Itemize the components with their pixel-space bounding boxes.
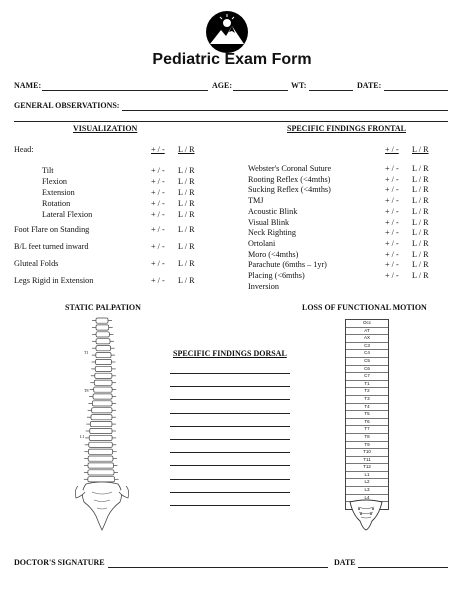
frontal-item-label: Placing (<6mths): [248, 271, 305, 280]
lofm-segment-cell[interactable]: L3: [346, 487, 388, 495]
date-label: DATE:: [357, 81, 382, 90]
mountain-logo-icon: [205, 10, 249, 54]
dorsal-finding-line[interactable]: [170, 413, 290, 414]
frontal-lr-mark: L / R: [412, 228, 429, 238]
name-label: NAME:: [14, 81, 42, 90]
signature-field[interactable]: [108, 567, 328, 568]
frontal-item-label: Webster's Coronal Suture: [248, 164, 332, 173]
dorsal-finding-line[interactable]: [170, 426, 290, 427]
frontal-lr-mark: L / R: [412, 174, 429, 184]
frontal-pm-mark: + / -: [385, 164, 399, 173]
visualization-item-label: Foot Flare on Standing: [14, 225, 90, 234]
lofm-segment-cell[interactable]: L4: [346, 495, 388, 503]
age-label: AGE:: [212, 81, 232, 90]
lofm-segment-cell[interactable]: C5: [346, 358, 388, 366]
general-observations-field-2[interactable]: [14, 121, 448, 122]
lofm-segment-cell[interactable]: AT: [346, 328, 388, 336]
visualization-lr-header: L / R: [178, 145, 195, 154]
visualization-lr-mark: L / R: [178, 225, 195, 234]
lofm-heading: LOSS OF FUNCTIONAL MOTION: [302, 303, 427, 312]
frontal-lr-mark: L / R: [412, 271, 429, 280]
dorsal-heading: SPECIFIC FINDINGS DORSAL: [173, 349, 287, 358]
visualization-item-label: Legs Rigid in Extension: [14, 276, 94, 285]
visualization-lr-mark: L / R: [178, 210, 195, 219]
dorsal-finding-line[interactable]: [170, 479, 290, 480]
frontal-lr-mark: L / R: [412, 249, 429, 259]
frontal-item-label: Visual Blink: [248, 217, 290, 227]
frontal-pm-mark: + / -: [385, 185, 399, 195]
frontal-pm-mark: + / -: [385, 238, 399, 248]
wt-field[interactable]: [309, 90, 353, 91]
frontal-pm-mark: + / -: [385, 228, 399, 238]
logo: [205, 10, 249, 54]
dorsal-finding-line[interactable]: [170, 505, 290, 506]
lofm-segment-cell[interactable]: T9: [346, 442, 388, 450]
lofm-segment-cell[interactable]: T7: [346, 426, 388, 434]
visualization-item-label: B/L feet turned inward: [14, 242, 89, 251]
lofm-segment-cell[interactable]: C3: [346, 343, 388, 351]
frontal-lr-mark: L / R: [412, 196, 429, 206]
lofm-segment-cell[interactable]: C4: [346, 350, 388, 358]
form-title: Pediatric Exam Form: [152, 51, 312, 68]
sacrum-icon: [348, 499, 384, 531]
frontal-pm-mark: + / -: [385, 196, 399, 206]
lofm-segment-cell[interactable]: Occ: [346, 320, 388, 328]
frontal-pm-mark: + / -: [385, 260, 399, 270]
visualization-heading: VISUALIZATION: [73, 124, 138, 133]
lofm-segment-cell[interactable]: T8: [346, 434, 388, 442]
frontal-item-label: Neck Righting: [248, 228, 296, 238]
spine-illustration: [72, 312, 132, 532]
visualization-item-label: Gluteal Folds: [14, 259, 59, 268]
frontal-item-label: TMJ: [248, 196, 264, 206]
footer-date-label: DATE: [334, 558, 356, 567]
visualization-item-label: Tilt: [42, 166, 54, 175]
general-observations-field[interactable]: [122, 110, 448, 111]
lofm-segment-cell[interactable]: T10: [346, 449, 388, 457]
sacrum-illustration: [348, 499, 384, 531]
dorsal-finding-line[interactable]: [170, 386, 290, 387]
visualization-lr-mark: L / R: [178, 177, 195, 186]
frontal-item-label: Rooting Reflex (<4mths): [248, 174, 331, 184]
lofm-segment-cell[interactable]: T11: [346, 457, 388, 465]
lofm-segment-cell[interactable]: T6: [346, 419, 388, 427]
lofm-segment-cell[interactable]: C6: [346, 366, 388, 374]
visualization-pm-mark: + / -: [151, 199, 165, 208]
lofm-segment-table: [345, 319, 389, 510]
general-observations-label: GENERAL OBSERVATIONS:: [14, 101, 120, 110]
frontal-heading: SPECIFIC FINDINGS FRONTAL: [287, 124, 406, 133]
signature-label: DOCTOR'S SIGNATURE: [14, 558, 105, 567]
dorsal-finding-line[interactable]: [170, 492, 290, 493]
visualization-lr-mark: L / R: [178, 199, 195, 208]
visualization-pm-mark: + / -: [151, 177, 165, 186]
lofm-segment-cell[interactable]: T5: [346, 411, 388, 419]
frontal-lr-mark: L / R: [412, 185, 429, 195]
visualization-pm-mark: + / -: [151, 259, 165, 268]
visualization-pm-mark: + / -: [151, 225, 165, 234]
visualization-item-label: Lateral Flexion: [42, 210, 93, 219]
lofm-segment-cell[interactable]: L2: [346, 479, 388, 487]
frontal-pm-mark: + / -: [385, 271, 399, 280]
lofm-segment-cell[interactable]: T12: [346, 464, 388, 472]
lofm-segment-cell[interactable]: T2: [346, 388, 388, 396]
static-palpation-heading: STATIC PALPATION: [65, 303, 141, 312]
lofm-segment-cell[interactable]: T3: [346, 396, 388, 404]
lofm-segment-cell[interactable]: L1: [346, 472, 388, 480]
frontal-pm-mark: + / -: [385, 174, 399, 184]
visualization-lr-mark: L / R: [178, 166, 195, 175]
visualization-pm-mark: + / -: [151, 210, 165, 219]
name-field[interactable]: [42, 90, 208, 91]
visualization-item-label: Flexion: [42, 177, 68, 186]
lofm-segment-cell[interactable]: T1: [346, 381, 388, 389]
dorsal-finding-line[interactable]: [170, 373, 290, 374]
dorsal-finding-line[interactable]: [170, 439, 290, 440]
visualization-pm-mark: + / -: [151, 188, 165, 197]
footer-date-field[interactable]: [358, 567, 448, 568]
visualization-item-label: Extension: [42, 188, 75, 197]
date-field[interactable]: [384, 90, 448, 91]
frontal-pm-mark: + / -: [385, 206, 399, 216]
visualization-pm-header: + / -: [151, 145, 165, 154]
frontal-lr-mark: L / R: [412, 238, 429, 248]
frontal-item-label: Parachute (6mths – 1yr): [248, 260, 327, 270]
spine-label-t8: T8: [84, 388, 89, 393]
visualization-lr-mark: L / R: [178, 259, 195, 268]
lofm-segment-cell[interactable]: C7: [346, 373, 388, 381]
frontal-pm-header: + / -: [385, 145, 399, 154]
visualization-lr-mark: L / R: [178, 276, 195, 285]
visualization-lr-mark: L / R: [178, 188, 195, 197]
frontal-lr-mark: L / R: [412, 206, 429, 216]
spine-label-t1: T1: [84, 350, 89, 355]
spine-icon: [72, 312, 132, 532]
lofm-segment-cell[interactable]: AX: [346, 335, 388, 343]
dorsal-finding-line[interactable]: [170, 465, 290, 466]
head-label: Head:: [14, 145, 34, 154]
age-field[interactable]: [233, 90, 288, 91]
lofm-segment-cell[interactable]: T4: [346, 404, 388, 412]
visualization-pm-mark: + / -: [151, 242, 165, 251]
visualization-item-label: Rotation: [42, 199, 71, 208]
frontal-lr-mark: L / R: [412, 217, 429, 227]
dorsal-finding-line[interactable]: [170, 452, 290, 453]
frontal-item-label: Sucking Reflex (<4mths): [248, 185, 331, 195]
visualization-pm-mark: + / -: [151, 166, 165, 175]
frontal-item-label: Acoustic Blink: [248, 206, 298, 216]
frontal-lr-header: L / R: [412, 145, 429, 154]
frontal-item-label: Inversion: [248, 281, 279, 291]
frontal-item-label: Moro (<4mths): [248, 249, 299, 259]
frontal-lr-mark: L / R: [412, 260, 429, 270]
dorsal-finding-line[interactable]: [170, 399, 290, 400]
spine-label-l1: L1: [80, 434, 85, 439]
frontal-pm-mark: + / -: [385, 249, 399, 259]
wt-label: WT:: [291, 81, 307, 90]
visualization-lr-mark: L / R: [178, 242, 195, 251]
frontal-pm-mark: + / -: [385, 217, 399, 227]
visualization-pm-mark: + / -: [151, 276, 165, 285]
frontal-item-label: Ortolani: [248, 238, 276, 248]
frontal-lr-mark: L / R: [412, 164, 429, 173]
